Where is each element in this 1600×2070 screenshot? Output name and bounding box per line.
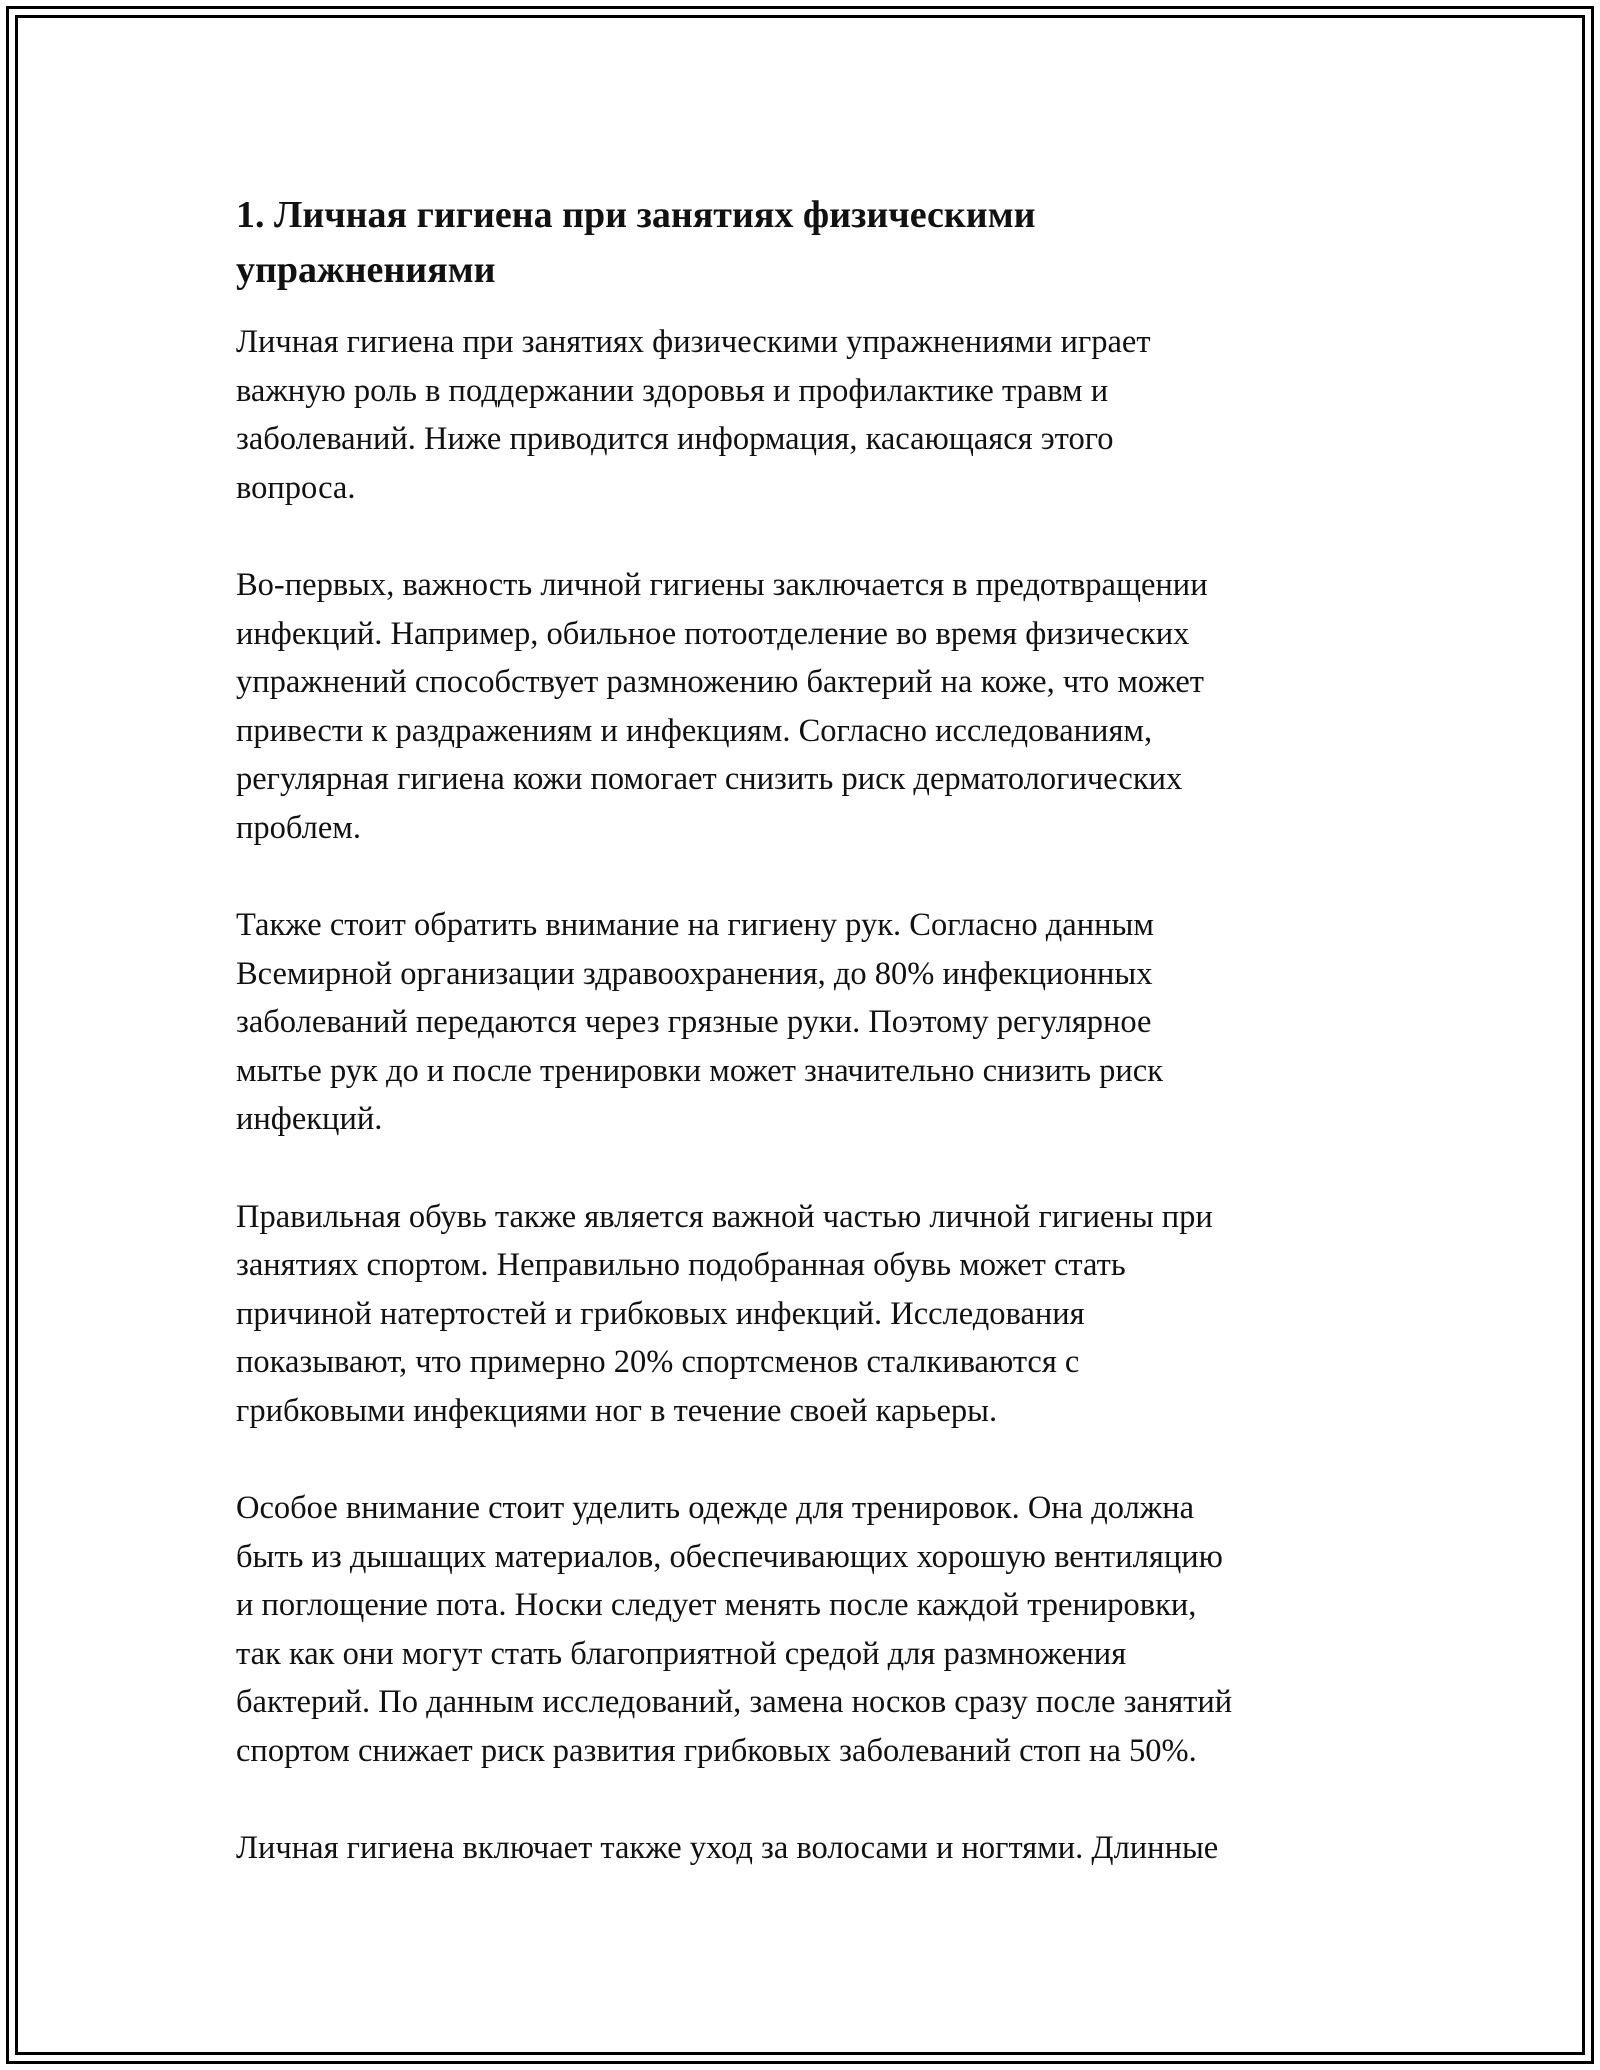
paragraph-hair-nails: Личная гигиена включает также уход за волосами и ногтями. Длинные [236,1830,1219,1866]
paragraph-skin-hygiene: Во-первых, важность личной гигиены заключается в предотвращении инфекций. Например, обильное потоотделение во время физических упражнений способствует размножению бактерий на коже, что может привести к раздражениям и инфекциям. Согласно исследованиям, регулярная гигиена кожи помогает снизить риск дерматологических проблем. [236,567,1208,846]
paragraph-hand-hygiene: Также стоит обратить внимание на гигиену рук. Согласно данным Всемирной организации здравоохранения, до 80% инфекционных заболеваний передаются через грязные руки. Поэтому регулярное мытье рук до и после тренировки может значительно снизить риск инфекций. [236,907,1164,1137]
paragraph-intro: Личная гигиена при занятиях физическими упражнениями играет важную роль в поддержании здоровья и профилактике травм и заболеваний. Ниже приводится информация, касающаяся этого вопроса. [236,324,1151,506]
paragraph-footwear: Правильная обувь также является важной частью личной гигиены при занятиях спортом. Неправильно подобранная обувь может стать причиной натертостей и грибковых инфекций. Исследования показывают, что примерно 20% спортсменов сталкиваются с грибковыми инфекциями ног в течение своей карьеры. [236,1198,1213,1429]
document-body [236,188,1386,1922]
section-heading: 1. Личная гигиена при занятиях физическими упражнениями [236,194,1036,291]
paragraph-clothing: Особое внимание стоит уделить одежде для тренировок. Она должна быть из дышащих материалов, обеспечивающих хорошую вентиляцию и поглощение пота. Носки следует менять после каждой тренировки, так как они могут стать благоприятной средой для размножения бактерий. По данным исследований, замена носков сразу после занятий спортом снижает риск развития грибковых заболеваний стоп на 50%. [236,1490,1233,1769]
